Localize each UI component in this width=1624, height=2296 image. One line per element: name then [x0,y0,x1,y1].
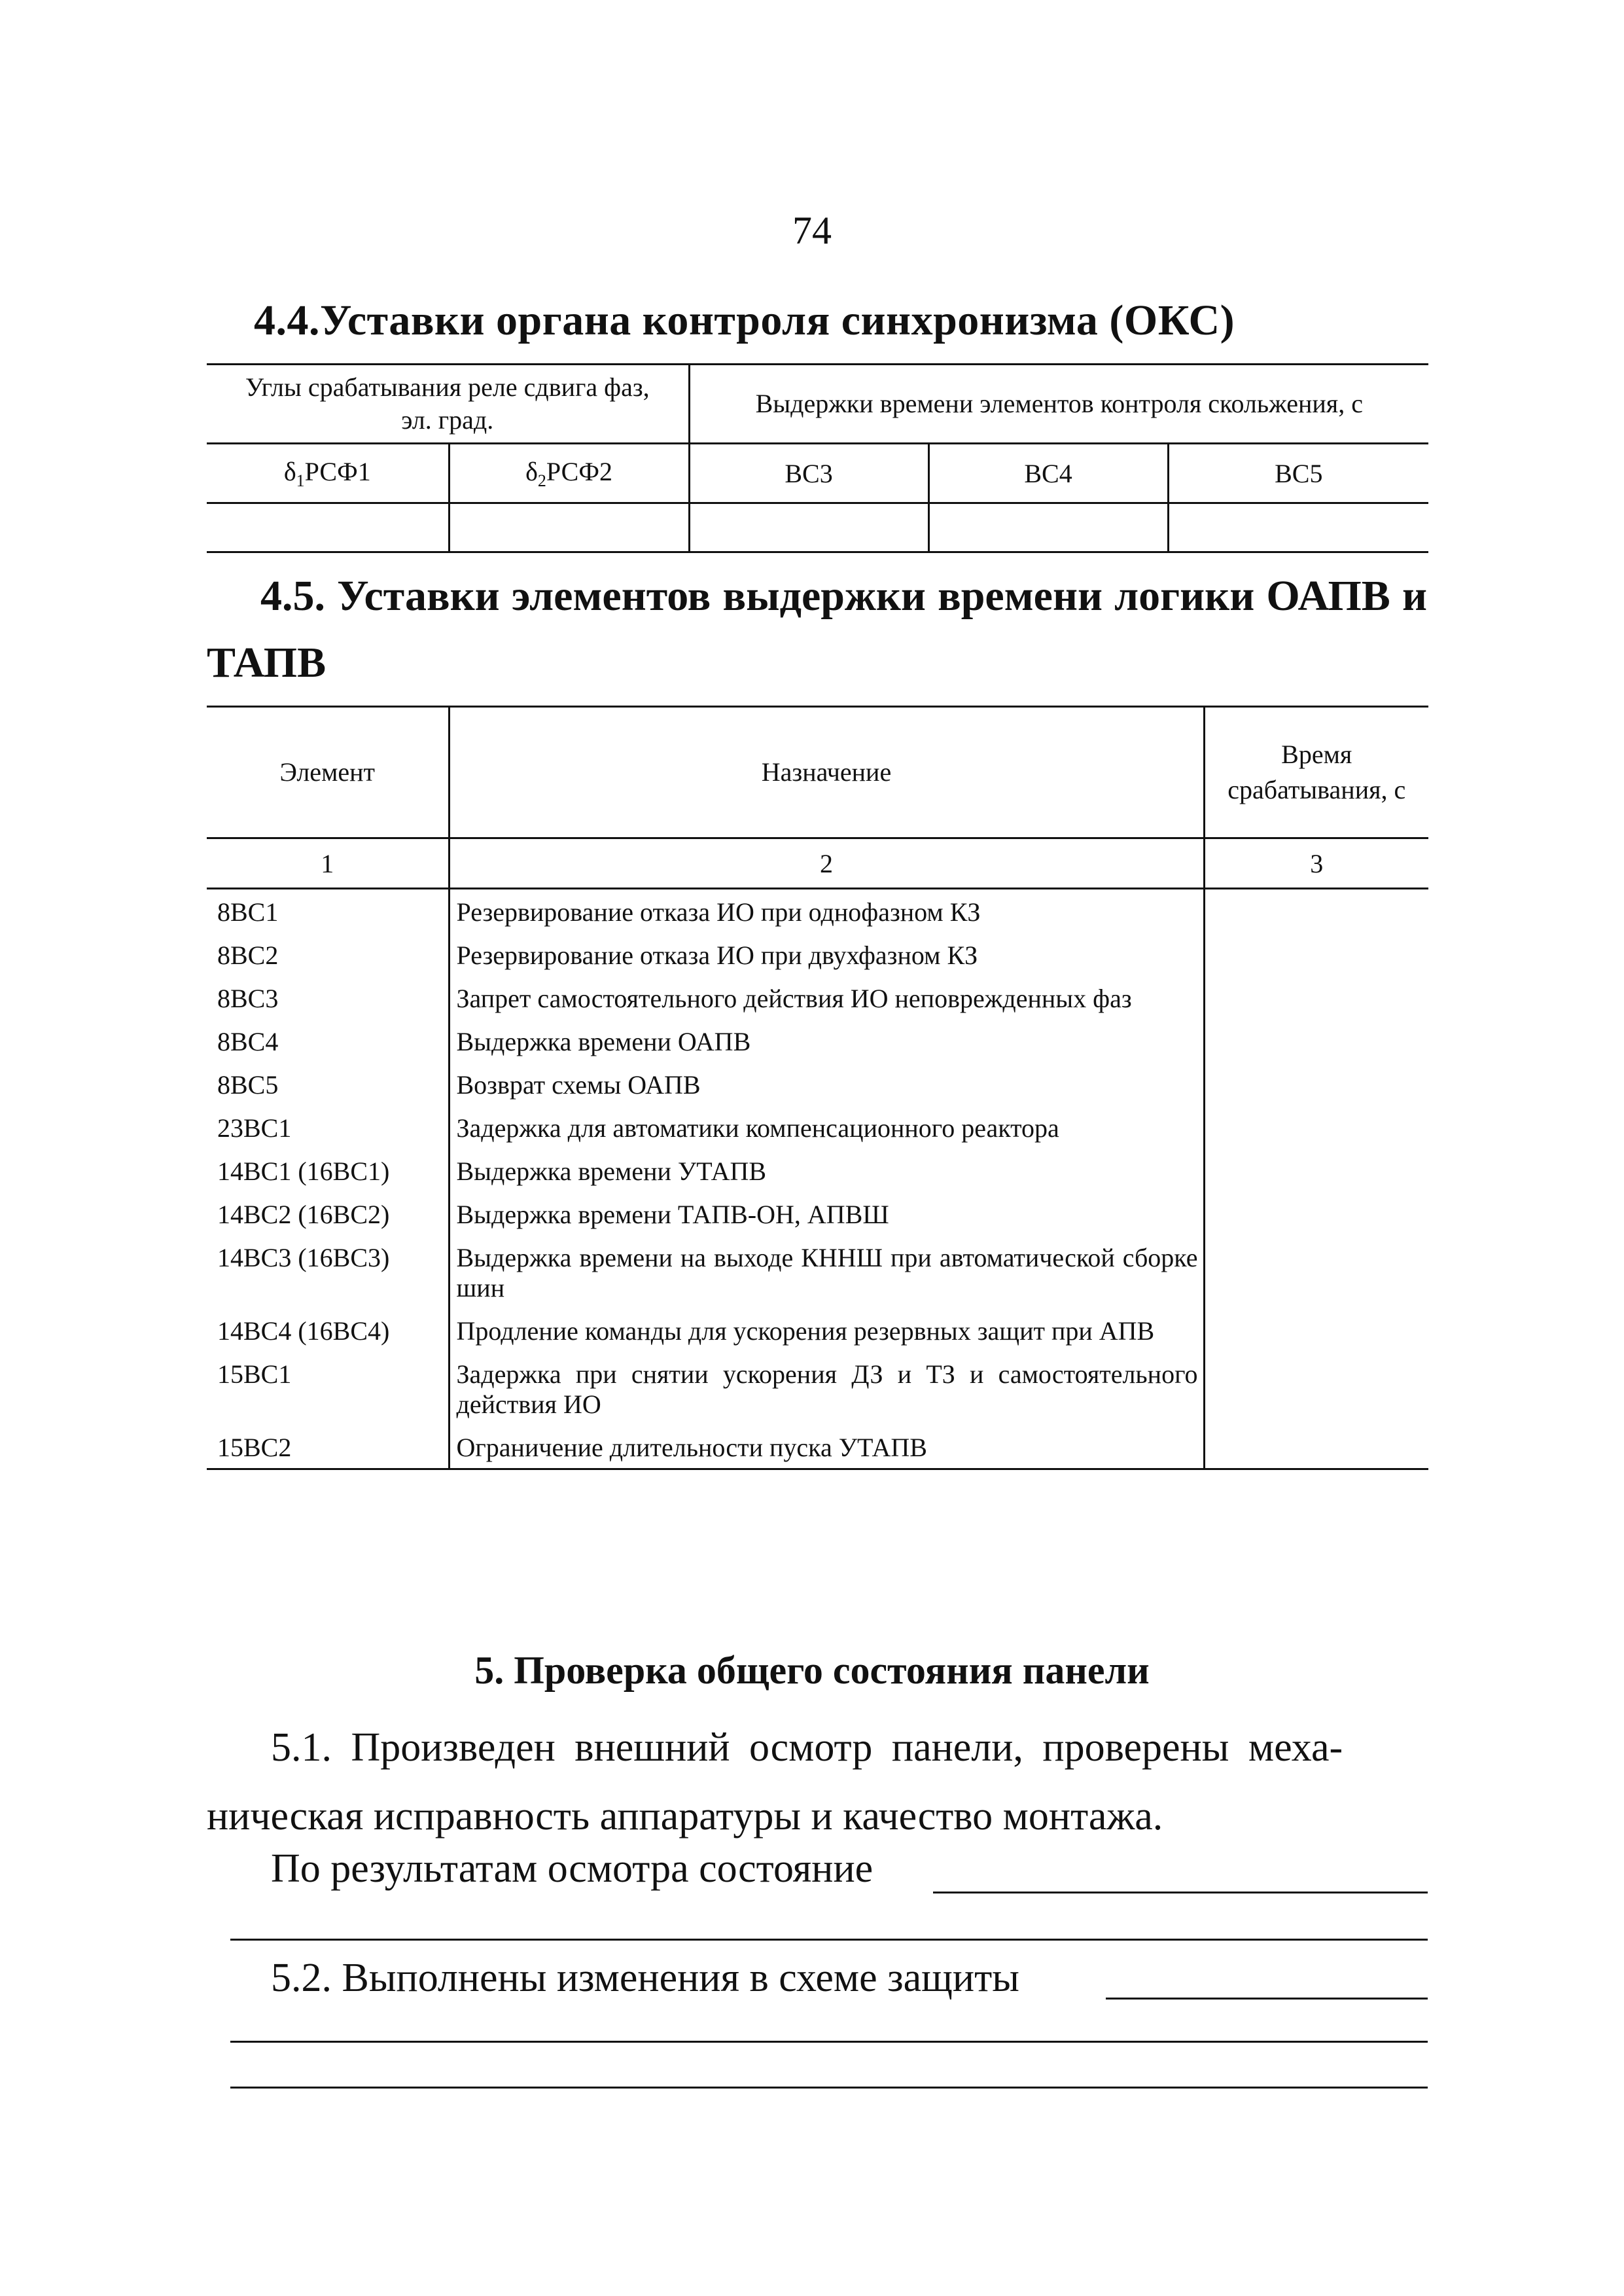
title-word: выдержки [722,572,926,620]
col-vs4: ВС4 [928,444,1168,503]
col-number: 2 [449,838,1204,889]
fill-in-line[interactable] [230,2087,1428,2089]
time-value-cell[interactable] [1204,1235,1428,1308]
col-vs3: ВС3 [689,444,928,503]
purpose-cell: Выдержка времени УТАПВ [449,1149,1204,1192]
page-number: 74 [792,209,832,252]
fill-in-line[interactable] [1106,1998,1428,2000]
table-row [207,1235,1428,1308]
element-cell: 14ВС3 (16ВС3) [217,1243,390,1272]
table-row [207,933,1428,976]
col-rsf1: $\delta_1РСФ1$ [207,444,449,503]
title-word: и [1402,572,1427,620]
time-value-cell[interactable] [1204,1308,1428,1352]
table-row [207,1149,1428,1192]
element-cell: 23ВС1 [217,1113,292,1143]
element-cell: 14ВС4 (16ВС4) [217,1316,390,1346]
oks-settings-table [207,363,1428,553]
element-cell: 14ВС1 (16ВС1) [217,1157,390,1186]
p52-text: 5.2. Выполнены изменения в схеме защиты [271,1956,1019,2000]
element-cell: 8ВС5 [217,1070,279,1100]
title-word: ОАПВ [1266,572,1390,620]
header-purpose: Назначение [449,707,1204,838]
element-cell: 8ВС1 [217,897,279,927]
p51-line1 [271,1721,1429,1774]
title-word: Уставки [337,572,500,620]
time-value-cell[interactable] [1204,976,1428,1019]
table-row [207,1105,1428,1149]
table-row [207,976,1428,1019]
purpose-cell: Выдержка времени ОАПВ [449,1019,1204,1062]
table-row [207,1192,1428,1235]
title-word: логики [1114,572,1255,620]
purpose-cell: Продление команды для ускорения резервных защит при АПВ [449,1308,1204,1352]
purpose-cell: Резервирование отказа ИО при двухфазном КЗ [449,933,1204,976]
p51-text: 5.1. Произведен внешний осмотр панели, проверены меха- [271,1725,1343,1770]
table-row [207,1308,1428,1352]
time-value-cell[interactable] [1204,1149,1428,1192]
header-element: Элемент [207,707,449,838]
value-cell[interactable] [1168,503,1428,552]
purpose-cell: Возврат схемы ОАПВ [449,1062,1204,1105]
purpose-cell: Запрет самостоятельного действия ИО неповрежденных фаз [449,976,1204,1019]
time-value-cell[interactable] [1204,1105,1428,1149]
time-value-cell[interactable] [1204,1425,1428,1469]
element-cell: 15ВС1 [217,1359,292,1389]
purpose-cell: Резервирование отказа ИО при однофазном КЗ [449,889,1204,933]
col-rsf2: $\delta_2РСФ2$ [449,444,689,503]
p51-line2: ническая исправность аппаратуры и качество монтажа. [207,1794,1163,1839]
table-row [207,1352,1428,1425]
header-time: Время срабатывания, с [1204,707,1428,838]
table-row [207,1425,1428,1469]
time-value-cell[interactable] [1204,1192,1428,1235]
oapv-settings-table [207,706,1428,1470]
time-value-cell[interactable] [1204,933,1428,976]
value-cell[interactable] [689,503,928,552]
col-number: 1 [207,838,449,889]
time-value-cell[interactable] [1204,889,1428,933]
table-row [207,889,1428,933]
element-cell: 14ВС2 (16ВС2) [217,1200,390,1229]
header-phase-angles: Углы срабатывания реле сдвига фаз, эл. град. [207,365,689,444]
value-cell[interactable] [928,503,1168,552]
section-4-5-title [260,571,1427,621]
purpose-cell: Задержка при снятии ускорения ДЗ и ТЗ и самостоятельного действия ИО [449,1352,1204,1425]
fill-in-line[interactable] [933,1892,1428,1893]
time-value-cell[interactable] [1204,1019,1428,1062]
section-4-4-title: 4.4.Уставки органа контроля синхронизма (ОКС) [254,296,1235,344]
table-row [207,1019,1428,1062]
purpose-cell: Выдержка времени на выходе КННШ при автоматической сборке шин [449,1235,1204,1308]
fill-in-line[interactable] [230,1939,1428,1941]
element-cell: 15ВС2 [207,1425,449,1469]
element-cell: 8ВС4 [217,1027,279,1056]
title-word: элементов [511,572,711,620]
header-time-delays: Выдержки времени элементов контроля скольжения, с [689,365,1428,444]
p51-line3: По результатам осмотра состояние [271,1846,874,1891]
purpose-cell: Задержка для автоматики компенсационного реактора [449,1105,1204,1149]
title-word: 4.5. [260,572,325,620]
time-value-cell[interactable] [1204,1352,1428,1425]
table-row [207,1062,1428,1105]
element-cell: 8ВС3 [217,984,279,1013]
section-5-title: 5. Проверка общего состояния панели [474,1649,1150,1692]
fill-in-line[interactable] [230,2041,1428,2043]
purpose-cell: Ограничение длительности пуска УТАПВ [449,1425,1204,1469]
col-number: 3 [1204,838,1428,889]
value-cell[interactable] [207,503,449,552]
purpose-cell: Выдержка времени ТАПВ-ОН, АПВШ [449,1192,1204,1235]
value-cell[interactable] [449,503,689,552]
col-vs5: ВС5 [1168,444,1428,503]
time-value-cell[interactable] [1204,1062,1428,1105]
element-cell: 8ВС2 [217,941,279,970]
section-4-5-title-line2: ТАПВ [207,639,327,687]
title-word: времени [938,572,1103,620]
